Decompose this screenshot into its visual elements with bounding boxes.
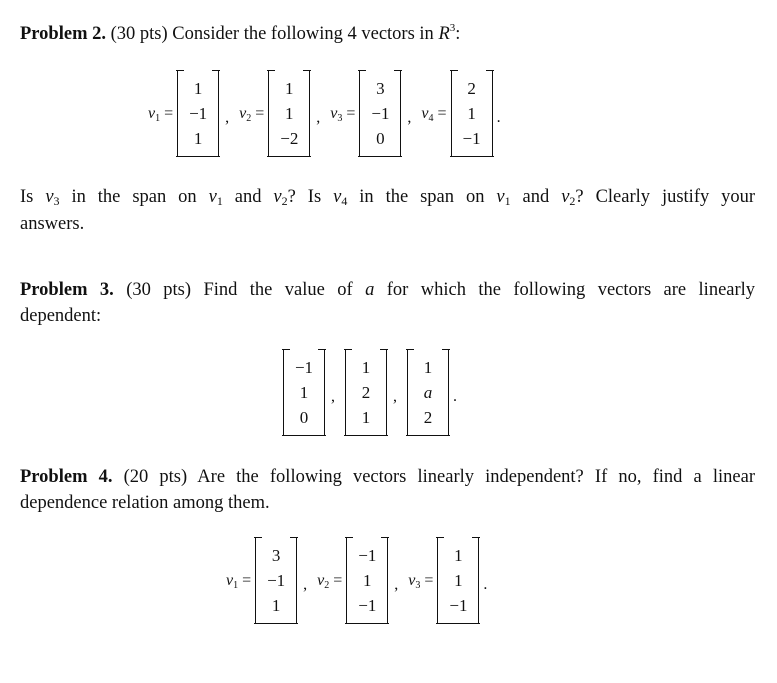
problem-4-vectors (226, 537, 487, 624)
equals-sign: = (437, 104, 447, 122)
vector-entry: 1 (285, 104, 294, 123)
column-vector (437, 537, 479, 624)
equals-sign: = (242, 571, 252, 589)
vector-entry: −1 (371, 104, 390, 123)
separator: . (496, 108, 501, 126)
bracket-gap (262, 622, 290, 626)
separator: , (393, 387, 397, 405)
equals-sign: = (346, 104, 356, 122)
vector-entry: −1 (294, 358, 314, 377)
bracket-gap (353, 622, 381, 626)
separator: , (303, 575, 308, 593)
bracket-gap (414, 347, 442, 351)
problem-3-vectors (283, 349, 457, 436)
vector-1 (226, 537, 317, 624)
vector-entry: −1 (358, 596, 377, 615)
separator: , (394, 575, 399, 593)
vector-entry: 0 (376, 129, 385, 148)
vector-entry: 1 (423, 358, 433, 377)
vector-label: $v_4$ (421, 104, 434, 124)
vector-entry: 1 (454, 571, 463, 590)
separator: , (331, 387, 335, 405)
equals-sign: = (164, 104, 174, 122)
vector-entry: −1 (267, 571, 286, 590)
vector-entry: −1 (449, 596, 468, 615)
separator: . (483, 575, 488, 593)
equals-sign: = (333, 571, 343, 589)
problem-2-intro: Consider the following 4 vectors in (172, 24, 434, 44)
vector-label: $v_1$ (226, 571, 239, 591)
vector-1 (283, 349, 345, 436)
space-exponent: 3 (449, 22, 456, 34)
vector-2 (317, 537, 408, 624)
vector-3 (330, 70, 421, 157)
bracket-gap (290, 347, 318, 351)
column-vector (345, 349, 387, 436)
bracket-gap (184, 68, 212, 72)
separator: , (316, 108, 321, 126)
vector-entry: 1 (193, 129, 203, 148)
vector-label: $v_1$ (148, 104, 161, 124)
vector-entry: 3 (271, 546, 281, 565)
problem-3-statement-line-2: dependent: (20, 306, 102, 326)
problem-4-statement: Problem 4. (20 pts) Are the following vectors linearly independent? If no, find a linear (20, 467, 755, 487)
vector-entry: −2 (280, 129, 299, 148)
separator: , (407, 108, 412, 126)
problem-3-statement: Problem 3. (30 pts) Find the value of a for which the following vectors are linearly (20, 280, 756, 300)
vector-3 (407, 349, 457, 436)
bracket-gap (353, 535, 381, 539)
vector-entry: 1 (271, 596, 281, 615)
vector-1 (148, 70, 239, 157)
vector-entry: 1 (467, 104, 476, 123)
column-vector (451, 70, 493, 157)
space-symbol: R (438, 24, 450, 44)
bracket-gap (366, 155, 394, 159)
problem-2-heading: Problem 2. (20, 24, 106, 44)
vector-2 (345, 349, 407, 436)
bracket-gap (366, 68, 394, 72)
vector-entry: −1 (358, 546, 377, 565)
vector-label: $v_2$ (239, 104, 252, 124)
vector-entry: 2 (361, 383, 371, 402)
vector-2 (239, 70, 330, 157)
vector-entry: 2 (423, 408, 433, 427)
problem-4-points: (20 pts) (123, 467, 188, 487)
problem-2-question: Is $v_3$ in the span on $v_1$ and $v_2$? Is $v_4$ in the span on $v_1$ and $v_2$? Clearly justify your (20, 187, 756, 208)
vector-entry: 1 (454, 546, 463, 565)
vector-entry: 0 (299, 408, 309, 427)
problem-3-points: (30 pts) (126, 280, 192, 300)
bracket-gap (184, 155, 212, 159)
bracket-gap (352, 434, 380, 438)
bracket-gap (262, 535, 290, 539)
equals-sign: = (255, 104, 265, 122)
bracket-gap (458, 155, 486, 159)
vector-entry: −1 (462, 129, 481, 148)
vector-entry: 1 (285, 79, 294, 98)
column-vector (346, 537, 388, 624)
vector-entry: −1 (189, 104, 208, 123)
vector-entry: a (423, 383, 433, 402)
bracket-gap (444, 622, 472, 626)
bracket-gap (290, 434, 318, 438)
problem-2-points: (30 pts) (110, 24, 168, 44)
problem-2-question-line-2: answers. (20, 214, 85, 234)
column-vector (268, 70, 310, 157)
vector-label: $v_2$ (317, 571, 330, 591)
problem-4-statement-line-2: dependence relation among them. (20, 493, 270, 513)
column-vector (177, 70, 219, 157)
column-vector (283, 349, 325, 436)
separator: , (225, 108, 230, 126)
column-vector (359, 70, 401, 157)
problem-4-heading: Problem 4. (20, 467, 113, 487)
separator: . (453, 387, 457, 405)
bracket-gap (444, 535, 472, 539)
equals-sign: = (424, 571, 434, 589)
vector-entry: 1 (361, 358, 371, 377)
bracket-gap (458, 68, 486, 72)
vector-label: $v_3$ (330, 104, 343, 124)
colon: : (455, 24, 461, 44)
problem-2-statement (20, 22, 755, 46)
column-vector (255, 537, 297, 624)
vector-label: $v_3$ (408, 571, 421, 591)
vector-entry: 1 (299, 383, 309, 402)
bracket-gap (414, 434, 442, 438)
vector-4 (421, 70, 500, 157)
bracket-gap (275, 68, 303, 72)
vector-3 (408, 537, 487, 624)
bracket-gap (352, 347, 380, 351)
vector-entry: 1 (361, 408, 371, 427)
vector-entry: 1 (363, 571, 372, 590)
problem-2-vectors (148, 70, 501, 157)
vector-entry: 1 (193, 79, 203, 98)
vector-entry: 3 (376, 79, 385, 98)
column-vector (407, 349, 449, 436)
problem-3-heading: Problem 3. (20, 280, 114, 300)
vector-entry: 2 (467, 79, 476, 98)
bracket-gap (275, 155, 303, 159)
